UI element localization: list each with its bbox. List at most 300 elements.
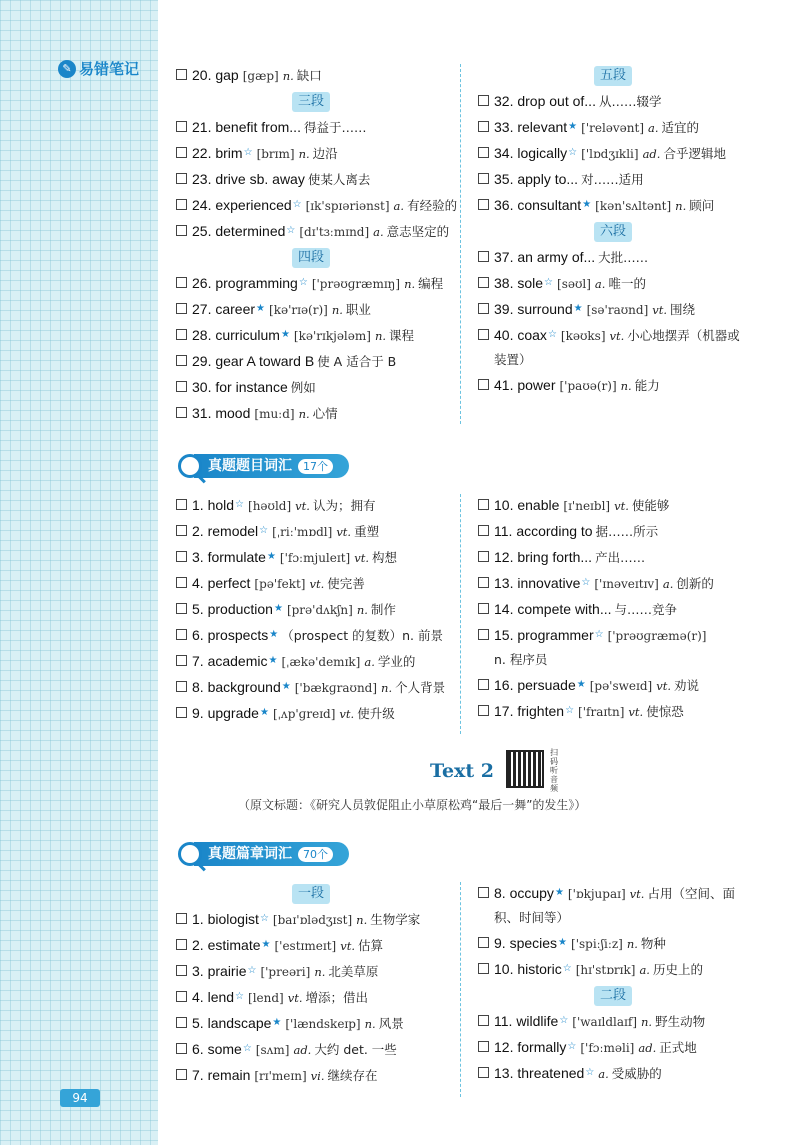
entry-meaning: 重塑: [354, 524, 380, 539]
entry-word: perfect: [207, 575, 251, 591]
entry-pos: ad.: [293, 1043, 312, 1057]
entry-meaning: 产出……: [595, 550, 646, 565]
entry-phonetic: [hɪ'stɒrɪk]: [575, 963, 636, 977]
entry-word: brim: [215, 145, 243, 161]
entry-meaning: 适宜的: [661, 120, 700, 135]
entry-number: 3.: [192, 549, 208, 565]
entry-word: gap: [215, 67, 239, 83]
entry-meaning: 能力: [634, 378, 660, 393]
entry-phonetic: [pə'sweɪd]: [589, 679, 653, 693]
entry-checkbox[interactable]: [176, 655, 187, 666]
entry-number: 11.: [494, 523, 517, 539]
entry-number: 33.: [494, 119, 518, 135]
entry-number: 3.: [192, 963, 208, 979]
paragraph-label: [176, 88, 446, 114]
paragraph-label: [478, 218, 748, 244]
entry-pos: ad.: [642, 147, 661, 161]
entry-phonetic: [lend]: [248, 991, 284, 1005]
entry-meaning: 例如: [290, 380, 316, 395]
entry-checkbox[interactable]: [176, 629, 187, 640]
entry-word: occupy: [509, 885, 554, 901]
banner-count: 17个: [298, 459, 333, 474]
column-divider: [460, 882, 461, 1097]
logo: [58, 58, 139, 79]
vocab-entry: [176, 570, 445, 596]
entry-pos: a.: [598, 1067, 609, 1081]
entry-pos: vi.: [310, 1069, 325, 1083]
star-icon: ★: [266, 551, 276, 562]
vocab-entry: [176, 674, 445, 700]
vocab-entry: [478, 244, 748, 270]
entry-pos: n.: [356, 603, 368, 617]
entry-meaning: 围绕: [670, 302, 696, 317]
vocab-entry: [176, 1062, 446, 1088]
paragraph-label-text: 二段: [594, 986, 632, 1006]
entry-phonetic: [sə'raʊnd]: [586, 303, 649, 317]
entry-word: according to: [516, 523, 593, 539]
entry-checkbox[interactable]: [176, 303, 187, 314]
entry-number: 9.: [192, 705, 208, 721]
entry-checkbox[interactable]: [176, 525, 187, 536]
entry-phonetic: [ɪ'neɪbl]: [563, 499, 611, 513]
entry-meaning: 认为；拥有: [312, 498, 376, 513]
entry-meaning: 顾问: [689, 198, 715, 213]
star-icon: ☆: [567, 1041, 577, 1052]
qr-code-icon[interactable]: [506, 750, 544, 788]
entry-checkbox[interactable]: [176, 121, 187, 132]
entry-number: 1.: [192, 497, 208, 513]
entry-pos: a.: [373, 225, 384, 239]
entry-checkbox[interactable]: [478, 199, 489, 210]
entry-word: lend: [207, 989, 235, 1005]
section1-left-column: [176, 62, 457, 426]
entry-phonetic: [kən'sʌltənt]: [595, 199, 672, 213]
entry-checkbox[interactable]: [176, 147, 187, 158]
entry-phonetic: ['fɔːmjuleɪt]: [279, 551, 351, 565]
magnifier-icon: [178, 454, 202, 478]
entry-word: bring forth...: [517, 549, 593, 565]
entry-number: 9.: [494, 935, 510, 951]
section2-left-column: [176, 492, 445, 726]
entry-checkbox[interactable]: [478, 121, 489, 132]
entry-pos: vt.: [354, 551, 369, 565]
entry-checkbox[interactable]: [176, 1017, 187, 1028]
entry-checkbox[interactable]: [176, 913, 187, 924]
vocab-entry: [176, 114, 457, 140]
entry-phonetic: ['estɪmeɪt]: [274, 939, 337, 953]
entry-meaning: 使完善: [327, 576, 365, 591]
vocab-entry: [478, 88, 748, 114]
entry-checkbox[interactable]: [176, 69, 187, 80]
entry-word: frighten: [517, 703, 565, 719]
entry-word: sole: [517, 275, 544, 291]
star-icon: ★: [272, 1017, 282, 1028]
entry-pos: vt.: [656, 679, 671, 693]
vocab-entry: [478, 880, 748, 906]
star-icon: ★: [273, 603, 283, 614]
star-icon: ★: [573, 303, 583, 314]
entry-checkbox[interactable]: [176, 381, 187, 392]
entry-number: 6.: [192, 1041, 208, 1057]
entry-phonetic: [kə'rɪə(r)]: [269, 303, 328, 317]
entry-word: career: [215, 301, 256, 317]
entry-number: 27.: [192, 301, 216, 317]
sidebar-grid: [0, 0, 158, 1145]
entry-phonetic: ['ɪnəveɪtɪv]: [594, 577, 659, 591]
vocab-entry: [478, 622, 714, 648]
entry-meaning: 生物学家: [370, 912, 421, 927]
entry-word: for instance: [215, 379, 288, 395]
vocab-entry: [176, 192, 457, 218]
star-icon: ☆: [292, 199, 302, 210]
entry-meaning: 学业的: [377, 654, 416, 669]
entry-word: programmer: [517, 627, 594, 643]
entry-checkbox[interactable]: [176, 1069, 187, 1080]
entry-pos: n.: [641, 1015, 653, 1029]
entry-checkbox[interactable]: [478, 1041, 489, 1052]
entry-number: 25.: [192, 223, 216, 239]
vocab-entry: [478, 1008, 748, 1034]
entry-pos: n.: [282, 69, 294, 83]
entry-phonetic: [ɪk'spɪəriənst]: [305, 199, 390, 213]
vocab-entry: [176, 958, 446, 984]
star-icon: ☆: [562, 963, 572, 974]
entry-checkbox[interactable]: [176, 681, 187, 692]
entry-number: 11.: [494, 1013, 517, 1029]
entry-checkbox[interactable]: [478, 173, 489, 184]
vocab-entry: [176, 296, 457, 322]
entry-pos: a.: [639, 963, 650, 977]
entry-pos: n.: [364, 1017, 376, 1031]
entry-meaning: 使惊恐: [646, 704, 684, 719]
paragraph-label-text: 五段: [594, 66, 632, 86]
entry-number: 41.: [494, 377, 518, 393]
star-icon: ☆: [298, 277, 308, 288]
entry-pos: a.: [662, 577, 674, 591]
vocab-entry: [478, 596, 714, 622]
entry-checkbox[interactable]: [478, 937, 489, 948]
entry-pos: a.: [594, 277, 606, 291]
entry-meaning: 占用（空间、面: [647, 886, 735, 901]
entry-phonetic: [ˌriː'mɒdl]: [272, 525, 333, 539]
entry-number: 10.: [494, 961, 518, 977]
entry-word: wildlife: [516, 1013, 559, 1029]
star-icon: ☆: [247, 965, 257, 976]
entry-number: 6.: [192, 627, 208, 643]
entry-number: 7.: [192, 1067, 208, 1083]
entry-phonetic: ['spiːʃiːz]: [571, 937, 623, 951]
banner-bar: [194, 842, 349, 866]
entry-word: determined: [215, 223, 286, 239]
entry-word: formally: [517, 1039, 567, 1055]
entry-pos: n.: [298, 407, 310, 421]
section1-right-column: [478, 62, 748, 398]
entry-word: benefit from...: [215, 119, 301, 135]
entry-meaning: 大约 det. 一些: [314, 1042, 397, 1057]
entry-checkbox[interactable]: [176, 329, 187, 340]
entry-checkbox[interactable]: [478, 277, 489, 288]
entry-number: 5.: [192, 1015, 208, 1031]
entry-checkbox[interactable]: [176, 499, 187, 510]
entry-pos: a.: [364, 655, 375, 669]
entry-checkbox[interactable]: [478, 887, 489, 898]
magnifier-icon: [178, 842, 202, 866]
entry-checkbox[interactable]: [478, 577, 489, 588]
entry-number: 24.: [192, 197, 216, 213]
vocab-entry: [478, 322, 748, 348]
entry-checkbox[interactable]: [478, 679, 489, 690]
entry-checkbox[interactable]: [478, 147, 489, 158]
entry-number: 4.: [192, 989, 208, 1005]
star-icon: ★: [269, 629, 279, 640]
entry-word: experienced: [215, 197, 292, 213]
entry-checkbox[interactable]: [478, 629, 489, 640]
entry-number: 39.: [494, 301, 518, 317]
entry-phonetic: [baɪ'ɒlədʒɪst]: [272, 913, 353, 927]
entry-word: drop out of...: [517, 93, 596, 109]
entry-checkbox[interactable]: [176, 603, 187, 614]
entry-checkbox[interactable]: [478, 525, 489, 536]
entry-pos: vt.: [628, 705, 644, 719]
section3-right-column: [478, 880, 748, 1086]
entry-word: consultant: [517, 197, 582, 213]
entry-meaning: 正式地: [659, 1040, 697, 1055]
star-icon: ★: [558, 937, 568, 948]
entry-number: 10.: [494, 497, 518, 513]
entry-checkbox[interactable]: [478, 95, 489, 106]
star-icon: ★: [280, 329, 290, 340]
entry-checkbox[interactable]: [176, 199, 187, 210]
entry-number: 2.: [192, 523, 208, 539]
entry-phonetic: [brɪm]: [256, 147, 295, 161]
entry-meaning: 估算: [357, 938, 383, 953]
vocab-entry: [478, 492, 714, 518]
entry-phonetic: ['lændskeɪp]: [285, 1017, 361, 1031]
entry-checkbox[interactable]: [176, 991, 187, 1002]
entry-number: 34.: [494, 145, 518, 161]
star-icon: ☆: [259, 913, 269, 924]
star-icon: ☆: [594, 629, 604, 640]
entry-meaning: 使升级: [357, 706, 395, 721]
entry-word: prospects: [207, 627, 269, 643]
entry-number: 12.: [494, 549, 518, 565]
entry-meaning: 据……所示: [595, 524, 659, 539]
vocab-entry: [176, 400, 457, 426]
vocab-entry: [176, 374, 457, 400]
banner-bar: [194, 454, 349, 478]
section2-right-column: [478, 492, 714, 724]
star-icon: ★: [259, 707, 269, 718]
entry-meaning: 个人背景: [395, 680, 446, 695]
entry-checkbox[interactable]: [176, 577, 187, 588]
entry-phonetic: [gæp]: [242, 69, 279, 83]
entry-checkbox[interactable]: [176, 225, 187, 236]
entry-checkbox[interactable]: [176, 965, 187, 976]
entry-checkbox[interactable]: [176, 939, 187, 950]
entry-pos: a.: [648, 121, 659, 135]
entry-number: 21.: [192, 119, 216, 135]
entry-word: landscape: [207, 1015, 272, 1031]
paragraph-label-text: 六段: [594, 222, 632, 242]
entry-word: historic: [517, 961, 562, 977]
vocab-entry: [176, 906, 446, 932]
entry-word: power: [517, 377, 556, 393]
entry-meaning: 创新的: [676, 576, 714, 591]
entry-number: 23.: [192, 171, 216, 187]
entry-word: apply to...: [517, 171, 579, 187]
vocab-entry: [176, 1010, 446, 1036]
entry-word: enable: [517, 497, 560, 513]
entry-pos: vt.: [309, 577, 325, 591]
entry-number: 35.: [494, 171, 518, 187]
entry-pos: n.: [404, 277, 416, 291]
entry-phonetic: ['fɔːməli]: [580, 1041, 635, 1055]
entry-phonetic: [dɪ'tɜːmɪnd]: [299, 225, 370, 239]
entry-pos: ad.: [638, 1041, 657, 1055]
entry-checkbox[interactable]: [176, 173, 187, 184]
entry-checkbox[interactable]: [478, 603, 489, 614]
entry-checkbox[interactable]: [478, 1067, 489, 1078]
entry-meaning: 缺口: [296, 68, 322, 83]
entry-phonetic: [səʊl]: [557, 277, 591, 291]
entry-word: compete with...: [517, 601, 612, 617]
entry-phonetic: [rɪ'meɪn]: [254, 1069, 307, 1083]
paragraph-label-text: 一段: [292, 884, 330, 904]
star-icon: ☆: [243, 147, 253, 158]
star-icon: ★: [256, 303, 266, 314]
pen-icon: ✎: [58, 60, 76, 78]
entry-checkbox[interactable]: [176, 277, 187, 288]
entry-word: species: [509, 935, 558, 951]
entry-meaning: 编程: [418, 276, 444, 291]
entry-phonetic: [kə'rɪkjələm]: [293, 329, 371, 343]
entry-number: 8.: [494, 885, 510, 901]
star-icon: ☆: [235, 991, 245, 1002]
vocab-entry: [478, 166, 748, 192]
entry-phonetic: [prə'dʌkʃn]: [286, 603, 353, 617]
entry-pos: vt.: [629, 887, 645, 901]
star-icon: ☆: [565, 705, 575, 716]
entry-checkbox[interactable]: [478, 551, 489, 562]
vocab-entry: [176, 984, 446, 1010]
entry-pos: n.: [298, 147, 310, 161]
entry-meaning: 历史上的: [652, 962, 703, 977]
star-icon: ☆: [547, 329, 557, 340]
star-icon: ★: [576, 679, 586, 690]
entry-phonetic: ['waɪldlaɪf]: [572, 1015, 638, 1029]
entry-word: academic: [207, 653, 268, 669]
star-icon: ☆: [235, 499, 245, 510]
entry-checkbox[interactable]: [478, 303, 489, 314]
original-title: （原文标题：《研究人员敦促阻止小草原松鸡“最后一舞”的发生》）: [238, 798, 587, 812]
entry-pos: n.: [626, 937, 638, 951]
entry-word: drive sb. away: [215, 171, 305, 187]
entry-pos: a.: [393, 199, 405, 213]
vocab-entry: [176, 62, 457, 88]
entry-phonetic: [ˌʌp'ɡreɪd]: [272, 707, 336, 721]
entry-phonetic: ['prəʊɡræmɪŋ]: [311, 277, 401, 291]
entry-checkbox[interactable]: [176, 355, 187, 366]
entry-word: production: [207, 601, 273, 617]
logo-text: 易错笔记: [79, 60, 140, 78]
entry-checkbox[interactable]: [478, 705, 489, 716]
entry-number: 36.: [494, 197, 518, 213]
vocab-entry: [478, 270, 748, 296]
paragraph-label: [176, 244, 446, 270]
entry-word: upgrade: [207, 705, 259, 721]
entry-meaning: 北美草原: [328, 964, 379, 979]
entry-checkbox[interactable]: [176, 1043, 187, 1054]
entry-checkbox[interactable]: [478, 499, 489, 510]
entry-meaning: 意志坚定的: [386, 224, 450, 239]
entry-continuation: 积、时间等）: [494, 910, 570, 925]
entry-number: 15.: [494, 627, 518, 643]
entry-phonetic: [muːd]: [254, 407, 295, 421]
entry-word: some: [207, 1041, 242, 1057]
entry-checkbox[interactable]: [478, 251, 489, 262]
entry-number: 13.: [494, 575, 518, 591]
section3-left-column: [176, 880, 446, 1088]
entry-word: biologist: [207, 911, 259, 927]
entry-meaning: 风景: [378, 1016, 404, 1031]
vocab-entry: [176, 140, 457, 166]
entry-word: mood: [215, 405, 251, 421]
entry-checkbox[interactable]: [176, 707, 187, 718]
entry-checkbox[interactable]: [478, 963, 489, 974]
vocab-entry: [176, 700, 445, 726]
entry-pos: n.: [381, 681, 393, 695]
entry-number: 4.: [192, 575, 208, 591]
entry-number: 38.: [494, 275, 518, 291]
column-divider: [460, 64, 461, 424]
entry-phonetic: ['lɒdʒɪkli]: [581, 147, 639, 161]
entry-number: 40.: [494, 327, 518, 343]
entry-checkbox[interactable]: [176, 407, 187, 418]
entry-number: 31.: [192, 405, 216, 421]
star-icon: ☆: [568, 147, 578, 158]
entry-word: gear A toward B: [215, 353, 315, 369]
entry-phonetic: ['preəri]: [260, 965, 311, 979]
entry-meaning: 对……适用: [581, 172, 644, 187]
star-icon: ★: [281, 681, 291, 692]
entry-number: 13.: [494, 1065, 518, 1081]
banner-title: 真题篇章词汇: [208, 846, 292, 862]
entry-pos: vt.: [287, 991, 303, 1005]
entry-number: 14.: [494, 601, 518, 617]
entry-checkbox[interactable]: [478, 379, 489, 390]
entry-meaning: 受威胁的: [611, 1066, 662, 1081]
vocab-entry: [478, 192, 748, 218]
banner-passage-vocab: [178, 840, 349, 868]
vocab-entry: [176, 518, 445, 544]
entry-meaning: 继续存在: [327, 1068, 378, 1083]
entry-checkbox[interactable]: [176, 551, 187, 562]
vocab-entry: [176, 622, 445, 648]
entry-pos: vt.: [614, 499, 629, 513]
entry-meaning: 使能够: [631, 498, 670, 513]
entry-word: threatened: [517, 1065, 585, 1081]
vocab-entry: [478, 570, 714, 596]
entry-meaning: 合乎逻辑地: [663, 146, 726, 161]
entry-meaning: 制作: [370, 602, 396, 617]
entry-phonetic: ['fraɪtn]: [578, 705, 625, 719]
entry-checkbox[interactable]: [478, 329, 489, 340]
paragraph-label: [176, 880, 446, 906]
entry-pos: n.: [331, 303, 343, 317]
vocab-entry: [478, 372, 748, 398]
entry-checkbox[interactable]: [478, 1015, 489, 1026]
entry-meaning: 心情: [312, 406, 338, 421]
